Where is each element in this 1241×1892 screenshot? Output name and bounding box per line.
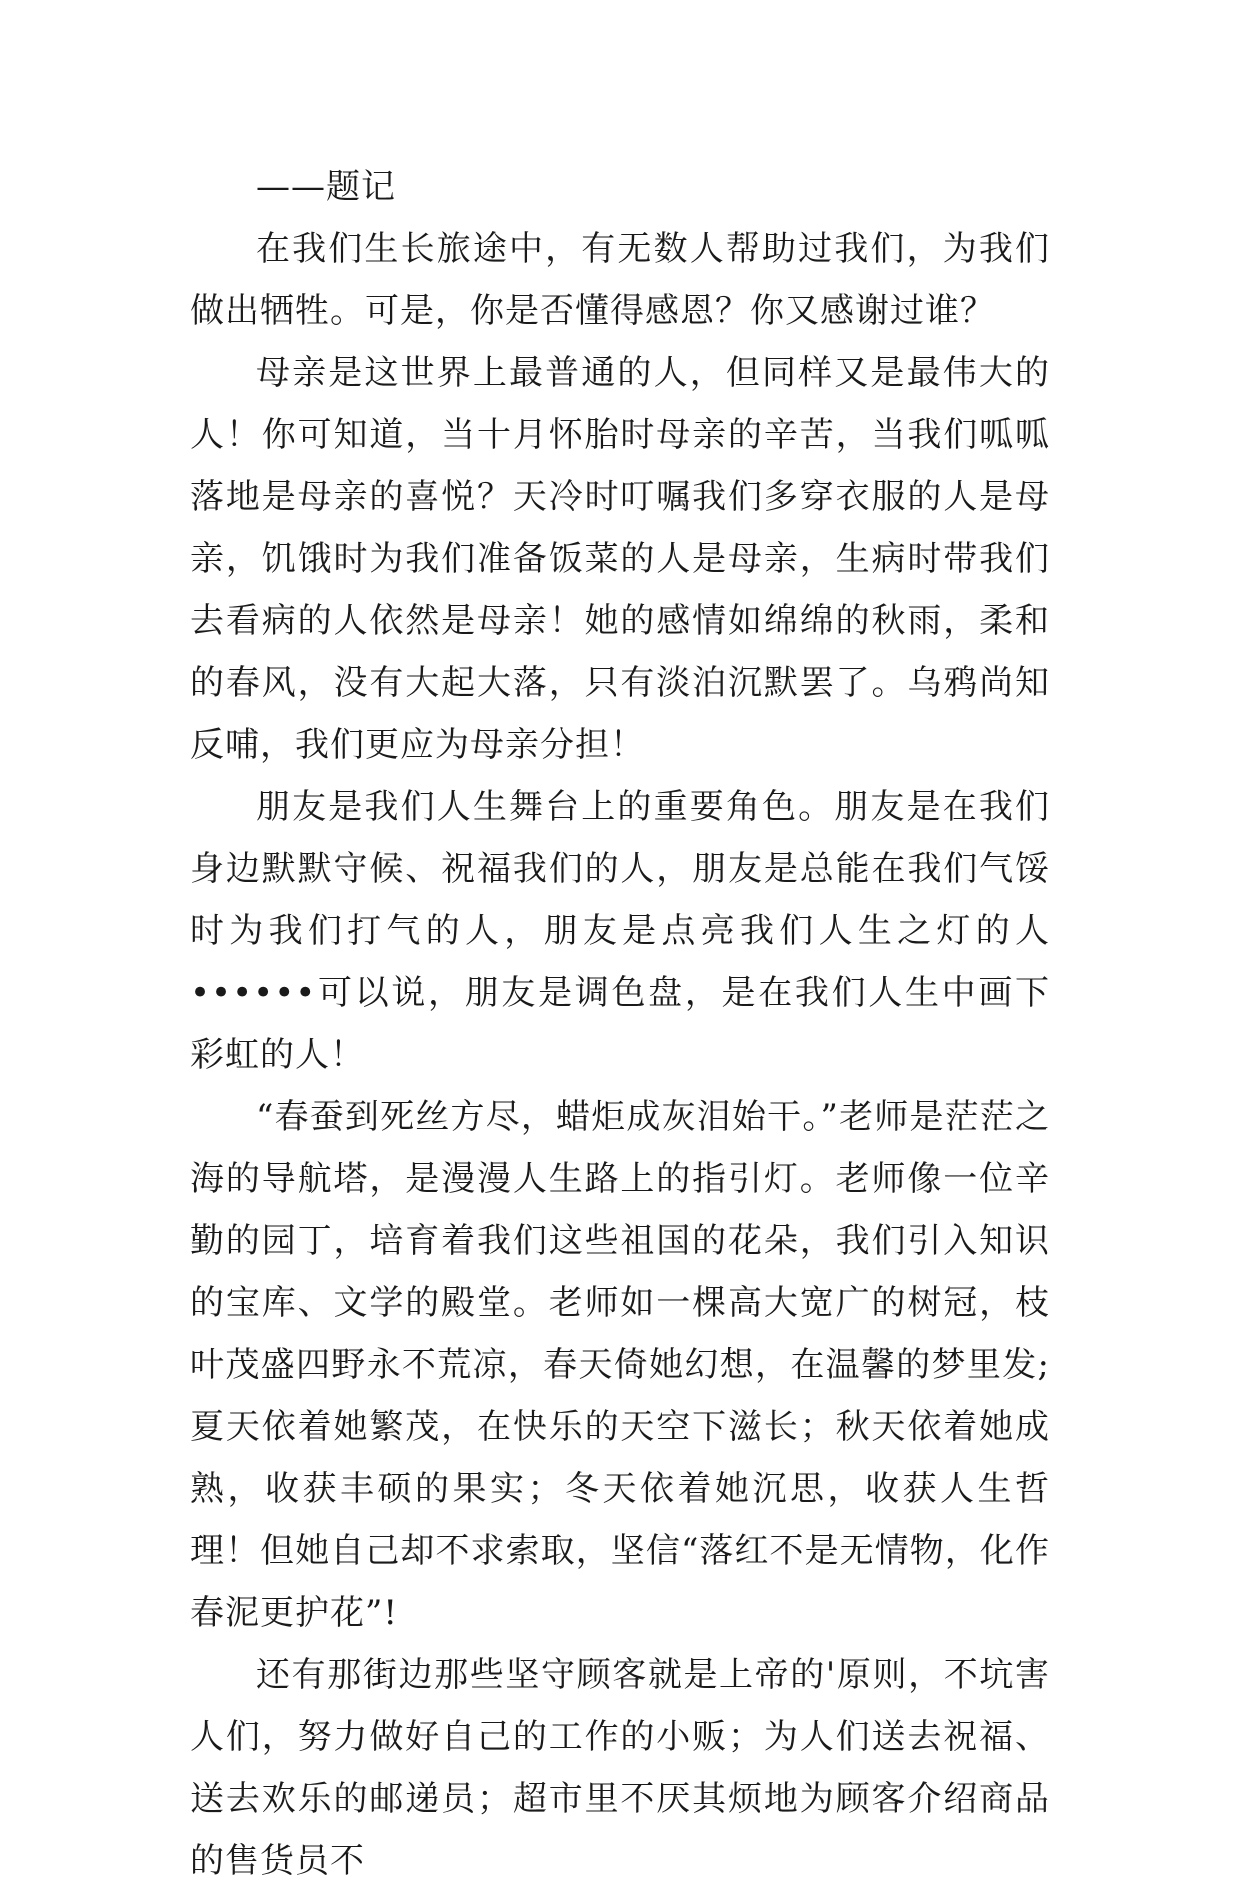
paragraph-mother: 母亲是这世界上最普通的人，但同样又是最伟大的人！你可知道，当十月怀胎时母亲的辛苦，当我们呱呱落地是母亲的喜悦？天冷时叮嘱我们多穿衣服的人是母亲，饥饿时为我们准备饭菜的人是母亲，生病时带我们去看病的人依然是母亲！她的感情如绵绵的秋雨，柔和的春风，没有大起大落，只有淡泊沉默罢了。乌鸦尚知反哺，我们更应为母亲分担！ — [190, 353, 1050, 765]
inscription: ——题记 — [256, 167, 396, 207]
paragraph-teacher: “春蚕到死丝方尽，蜡炬成灰泪始干。”老师是茫茫之海的导航塔，是漫漫人生路上的指引灯。老师像一位辛勤的园丁，培育着我们这些祖国的花朵，我们引入知识的宝库、文学的殿堂。老师如一棵高大宽广的树冠，枝叶茂盛四野永不荒凉，春天倚她幻想，在温馨的梦里发;夏天依着她繁茂，在快乐的天空下滋长；秋天依着她成熟，收获丰硕的果实；冬天依着她沉思，收获人生哲理！但她自己却不求索取，坚信“落红不是无情物，化作春泥更护花”! — [190, 1097, 1050, 1633]
essay-body — [190, 156, 1050, 1892]
paragraph-intro: 在我们生长旅途中，有无数人帮助过我们，为我们做出牺牲。可是，你是否懂得感恩？你又感谢过谁？ — [190, 229, 1050, 331]
paragraph-workers: 还有那街边那些坚守顾客就是上帝的'原则，不坑害人们，努力做好自己的工作的小贩；为人们送去祝福、送去欢乐的邮递员；超市里不厌其烦地为顾客介绍商品的售货员不 — [190, 1655, 1050, 1881]
paragraph-friend: 朋友是我们人生舞台上的重要角色。朋友是在我们身边默默守候、祝福我们的人，朋友是总能在我们气馁时为我们打气的人，朋友是点亮我们人生之灯的人••••••可以说，朋友是调色盘，是在我们人生中画下彩虹的人！ — [190, 787, 1050, 1075]
